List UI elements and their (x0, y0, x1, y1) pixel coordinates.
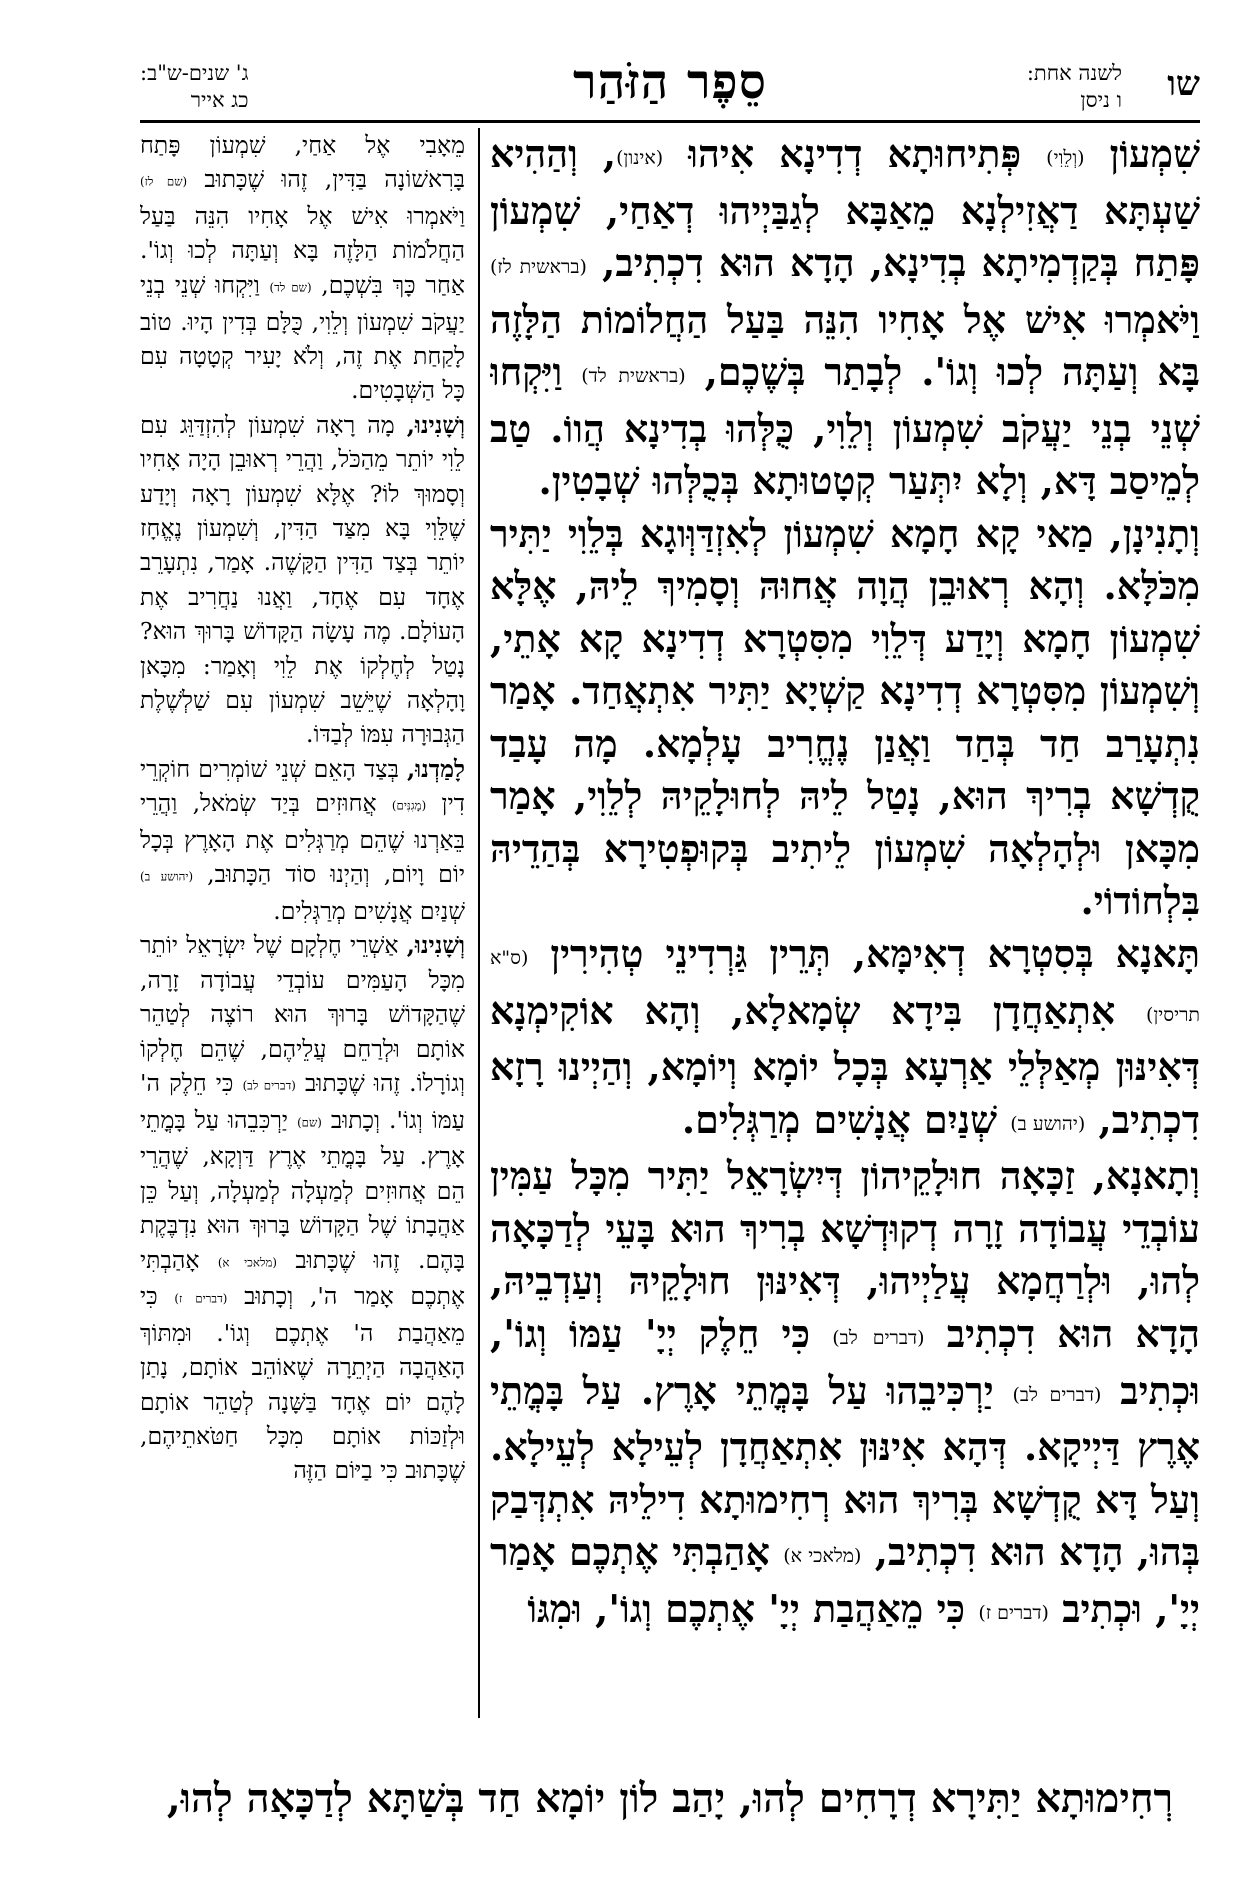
verse-reference: (בראשית לז) (490, 256, 587, 279)
verse-reference: (בראשית לד) (581, 365, 686, 388)
schedule-date-alt: כג אייר (190, 88, 249, 112)
paragraph-text: אֲחוּזִים בְּיַד שְׂמֹאל, וַהֲרֵי בֵּאַרְנוּ שֶׁהֵם מְרַגְּלִים אֶת הָאָרֶץ בְּכָל יוֹם וָיוֹם, וְהַיְנוּ סוֹד הַכָּתוּב, (140, 789, 465, 889)
paragraph-4 (490, 1150, 1200, 1639)
paragraph-text: כִּי מֵאַהֲבַת ה' אֶתְכֶם וְגוֹ'. וּמִתּוֹךְ הָאַהֲבָה הַיְתֵרָה שֶׁאוֹהֵב אוֹתָם, נָתַן לָהֶם יוֹם אֶחָד בַּשָּׁנָה לְטַהֵר אוֹתָם וּלְזַכּוֹת אוֹתָם מִכָּל חַטֹּאתֵיהֶם, שֶׁכָּתוּב כִּי בַיּוֹם הַזֶּה (140, 1282, 465, 1485)
verse-reference: (מלאכי א) (783, 1545, 862, 1568)
paragraph-lead: לָמַדְנוּ, (406, 754, 465, 783)
paragraph-text: , וְהַהִיא שַׁעְתָּא דַאֲזִילְנָא מֵאַבָּא לְגַבַּיְיהוּ דְאַחַי, שִׁמְעוֹן פָּתַח בְּקַדְמִיתָא בְדִינָא, הָדָא הוּא דִכְתִיב, (490, 131, 1200, 286)
paragraph-text: מֵאָבִי אֶל אַחַי, שִׁמְעוֹן פָּתַח בָּרִאשׁוֹנָה בַּדִּין, זֶהוּ שֶׁכָּתוּב (140, 131, 465, 194)
page-number: שו (1167, 64, 1200, 104)
paragraph-text: אָהַבְתִּי אֶתְכֶם אָמַר ה', וְכָתוּב (140, 1245, 465, 1311)
paragraph-lead: וְשָׁנִינוּ, (406, 931, 465, 960)
paragraph-text: וַיִּקְחוּ שְׁנֵי בְנֵי יַעֲקֹב שִׁמְעוֹן וְלֵוִי, כֻּלְּהוּ בְדִינָא הֲווֹ. טַב לְמֵיסַב דָּא, וְלָא יִתְּעַר קְטָטוּתָא בְּכֻלְּהוּ שְׁבָטִין. (490, 349, 1200, 504)
verse-reference: (דברים לב) (242, 1078, 296, 1093)
paragraph-text: אַשְׁרֵי חֶלְקָם שֶׁל יִשְׂרָאֵל יוֹתֵר מִכָּל הָעַמִּים עוֹבְדֵי עֲבוֹדָה זָרָה, שֶׁהַקָּדוֹשׁ בָּרוּךְ הוּא רוֹצֶה לְטַהֵר אוֹתָם וּלְרַחֵם עֲלֵיהֶם, שֶׁהֵם חֶלְקוֹ וְגוֹרָלוֹ. זֶהוּ שֶׁכָּתוּב (140, 931, 465, 1097)
paragraph-text: וַיֹּאמְרוּ אִישׁ אֶל אָחִיו הִנֵּה בַּעַל הַחֲלוֹמוֹת הַלָּזֶה בָּא וְעַתָּה לְכוּ וְגוֹ'. לְבָתַר בְּשֶׁכֶם, (490, 296, 1200, 395)
schedule-date: ו ניסן (1080, 88, 1122, 112)
paragraph-lead: וְשָׁנִינוּ, (406, 410, 465, 439)
variant-note: (אינון) (616, 147, 664, 170)
paragraph-lead: תָּאנָא (1115, 930, 1200, 976)
side-paragraph-4 (140, 928, 465, 1488)
paragraph-text: יַרְכִּיבֵהוּ עַל בָּמֳתֵי אָרֶץ. עַל בָּמֳתֵי אֶרֶץ דַּיְיקָא. דְּהָא אִינּוּן אִתְאַחֲדָן לְעֵילָא לְעֵילָא. וְעַל דָּא קֻדְשָׁא בְּרִיךְ הוּא רְחִימוּתָא דִילֵיהּ אִתְדְּבַק בְּהוּ, הָדָא הוּא דִכְתִיב, (490, 1367, 1200, 1575)
paragraph-text: מָה רָאָה שִׁמְעוֹן לְהִזְדַּוֵּג עִם לֵוִי יוֹתֵר מֵהַכֹּל, וַהֲרֵי רְאוּבֵן הָיָה אָחִיו וְסָמוּךְ לוֹ? אֶלָּא שִׁמְעוֹן רָאָה וְיָדַע שֶׁלֵּוִי בָּא מִצַּד הַדִּין, וְשִׁמְעוֹן נֶאֱחָז יוֹתֵר בְּצַד הַדִּין הַקָּשֶׁה. אָמַר, נִתְעָרֵב אֶחָד עִם אֶחָד, וַאֲנוּ נַחֲרִיב אֶת הָעוֹלָם. מֶה עָשָׂה הַקָּדוֹשׁ בָּרוּךְ הוּא? נָטַל לְחֶלְקוֹ אֶת לֵוִי וְאָמַר: מִכָּאן וָהָלְאָה שֶׁיֵּשֵׁב שִׁמְעוֹן עִם שַׁלְשֶׁלֶת הַגְּבוּרָה עִמּוֹ לְבַדּוֹ. (140, 410, 465, 749)
paragraph-text: אִתְאַחֲדָן בִּידָא שְׂמָאלָא, וְהָא אוֹקִימְנָא דְּאִינּוּן מְאַלְּלֵי אַרְעָא בְּכָל יוֹמָא וְיוֹמָא, וְהַיְינוּ רָזָא דִכְתִיב, (490, 987, 1200, 1142)
paragraph-text: כִּי חֵלֶק ה' עַמּוֹ וְגוֹ'. וְכָתוּב (140, 1068, 465, 1134)
paragraph-lead: וְתָאנָא, (1092, 1153, 1200, 1199)
reading-schedule-three-years (140, 60, 249, 114)
paragraph-text: אָהַבְתִּי אֶתְכֶם אָמַר יְיָ', וּכְתִיב (490, 1529, 1200, 1631)
schedule-label-alt: ג' שנים-ש"ב: (140, 61, 249, 85)
paragraph-text: וַיֹּאמְרוּ אִישׁ אֶל אָחִיו הִנֵּה בַּעַל הַחֲלֹמוֹת הַלָּזֶה בָּא וְעַתָּה לְכוּ וְגוֹ'. אַחַר כָּךְ בִּשְׁכֶם, (140, 202, 465, 299)
page-header (140, 52, 1200, 120)
paragraph-2 (490, 508, 1200, 928)
paragraph-text: כִּי חֵלֶק יְיָ' עַמּוֹ וְגוֹ', וּכְתִיב (490, 1310, 1200, 1413)
variant-note: (ס"א תריסין) (490, 947, 1200, 1026)
paragraph-lead: וְתָנִינָן, (1109, 510, 1200, 556)
verse-reference: (שם) (297, 1114, 322, 1129)
side-paragraph-3 (140, 752, 465, 929)
side-paragraph-2 (140, 408, 465, 752)
paragraph-text: יַרְכִּבֵהוּ עַל בָּמֳתֵי אָרֶץ. עַל בָּמֳתֵי אֶרֶץ דַּוְקָא, שֶׁהֲרֵי הֵם אֲחוּזִים לְמַעְלָה לְמַעְלָה, וְעַל כֵּן אַהֲבָתוֹ שֶׁל הַקָּדוֹשׁ בָּרוּךְ הוּא נִדְבֶּקֶת בָּהֶם. זֶהוּ שֶׁכָּתוּב (140, 1105, 465, 1274)
paragraph-lead: שִׁמְעוֹן (1109, 131, 1200, 176)
verse-reference: (דברים ז) (978, 1602, 1049, 1625)
paragraph-text: שְׁנַיִם אֲנָשִׁים מְרַגְּלִים. (681, 1096, 997, 1142)
paragraph-text: כִּי מֵאַהֲבַת יְיָ' אֶתְכֶם וְגוֹ', וּמִגּוֹ (527, 1585, 966, 1631)
column-divider (478, 128, 480, 1718)
continuation-line: רְחִימוּתָא יַתִּירָא דְרָחִים לְהוּ, יָהַב לוֹן יוֹמָא חַד בְּשַׁתָּא לְדַכָּאָה לְהוּ, (166, 1775, 1174, 1822)
variant-note: (מָגִנִּים) (391, 798, 427, 813)
hebrew-translation-column (140, 128, 465, 1718)
side-paragraph-1 (140, 128, 465, 408)
paragraph-3 (490, 928, 1200, 1150)
verse-reference: (דברים ז) (174, 1291, 228, 1306)
verse-reference: (שם לז) (140, 174, 188, 189)
verse-reference: (יהושע ב) (1010, 1112, 1086, 1135)
variant-note: (וְלֵוִי) (1046, 147, 1085, 170)
verse-reference: (דברים לב) (832, 1327, 925, 1350)
aramaic-text-column (490, 128, 1200, 1768)
paragraph-text: וַיִּקְחוּ שְׁנֵי בְנֵי יַעֲקֹב שִׁמְעוֹן וְלֵוִי, כֻּלָּם בְּדִין הָיוּ. טוֹב לָקַחַת אֶת זֶה, וְלֹא יָעִיר קְטָטָה עִם כָּל הַשְּׁבָטִים. (140, 270, 465, 405)
paragraph-text: שְׁנַיִם אֲנָשִׁים מְרַגְּלִים. (273, 896, 465, 925)
paragraph-text: מַאי קָא חָמָא שִׁמְעוֹן לְאִזְדַּוְּוגָא בְּלֵוִי יַתִּיר מִכֹּלָּא. וְהָא רְאוּבֵן הֲוָה אֲחוּהּ וְסָמִיךְ לֵיהּ, אֶלָּא שִׁמְעוֹן חָמָא וְיָדַע דְּלֵוִי מִסִּטְרָא דְדִינָא קָא אָתֵי, וְשִׁמְעוֹן מִסִּטְרָא דְדִינָא קַשְׁיָא יַתִּיר אִתְאֲחַד. אָמַר נִתְעָרַב חַד בְּחַד וַאֲנַן נֶחֱרִיב עָלְמָא. מָה עָבַד קֻדְשָׁא בְרִיךְ הוּא, נָטַל לֵיהּ לְחוּלָקֵיהּ לְלֵוִי, אָמַר מִכָּאן וּלְהָלְאָה שִׁמְעוֹן לֵיתִיב בְּקוּפְטִירָא בְּהַדֵיהּ בִּלְחוֹדוֹי. (490, 510, 1200, 924)
book-title: סֵפֶר הַזֹּהַר (573, 54, 767, 110)
paragraph-text: פְּתִיחוּתָא דְדִינָא אִיהוּ (688, 131, 1022, 176)
paragraph-text: בְּסִטְרָא דְאִימָּא, תְּרֵין גַּרְדִינֵי טְהִירִין (550, 930, 1094, 976)
verse-reference: (דברים לב) (1012, 1383, 1102, 1406)
verse-reference: (יהושע ב) (140, 869, 194, 884)
schedule-label: לשנה אחת: (1026, 61, 1122, 85)
paragraph-text: זַכָּאָה חוּלָקֵיהוֹן דְּיִשְׂרָאֵל יַתִּיר מִכָּל עַמִּין עוֹבְדֵי עֲבוֹדָה זָרָה דְקוּדְשָׁא בְרִיךְ הוּא בָּעֵי לְדַכָּאָה לְהוּ, וּלְרַחֲמָא עֲלַיְיהוּ, דְּאִינּוּן חוּלָקֵיהּ וְעַדְבֵיהּ, הָדָא הוּא דִכְתִיב (490, 1153, 1200, 1356)
paragraph-text: בְּצַד הָאֵם שְׁנֵי שׁוֹמְרִים חוֹקְרֵי דִין (140, 754, 465, 818)
paragraph-1 (490, 128, 1200, 508)
header-rule (140, 120, 1200, 123)
verse-reference: (מלאכי א) (217, 1254, 278, 1269)
verse-reference: (שם לד) (269, 280, 312, 295)
